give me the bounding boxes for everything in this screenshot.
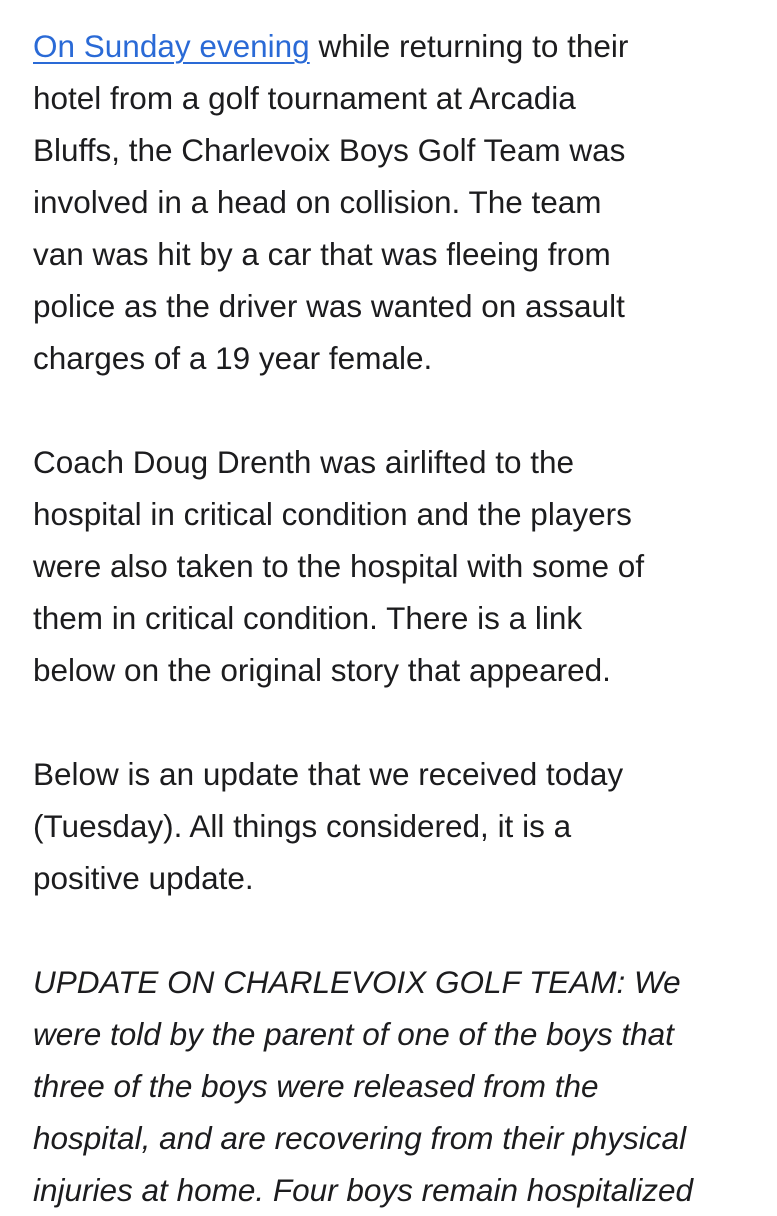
paragraph-hospital xyxy=(33,436,769,696)
paragraph-line xyxy=(33,20,769,72)
paragraph-line: charges of a 19 year female. xyxy=(33,340,433,376)
paragraph-line: UPDATE ON CHARLEVOIX GOLF TEAM: We xyxy=(33,964,681,1000)
paragraph-line: Coach Doug Drenth was airlifted to the xyxy=(33,444,575,480)
paragraph-line: involved in a head on collision. The team xyxy=(33,184,602,220)
paragraph-line: hospital, and are recovering from their physical xyxy=(33,1120,687,1156)
paragraph-update-intro xyxy=(33,748,769,904)
paragraph-line: were told by the parent of one of the boys that xyxy=(33,1016,674,1052)
paragraph-line: police as the driver was wanted on assault xyxy=(33,288,625,324)
paragraph-text: while returning to their xyxy=(309,28,629,64)
paragraph-line: injuries at home. Four boys remain hospitalized xyxy=(33,1172,694,1208)
paragraph-accident xyxy=(33,20,769,384)
paragraph-line: hotel from a golf tournament at Arcadia xyxy=(33,80,576,116)
paragraph-line: them in critical condition. There is a link xyxy=(33,600,583,636)
paragraph-line: hospital in critical condition and the players xyxy=(33,496,632,532)
paragraph-update-quote xyxy=(33,956,769,1216)
paragraph-line: were also taken to the hospital with some of xyxy=(33,548,645,584)
paragraph-line: Bluffs, the Charlevoix Boys Golf Team was xyxy=(33,132,626,168)
paragraph-line: below on the original story that appeared. xyxy=(33,652,611,688)
paragraph-line: (Tuesday). All things considered, it is a xyxy=(33,808,572,844)
paragraph-line: positive update. xyxy=(33,860,254,896)
paragraph-line: three of the boys were released from the xyxy=(33,1068,599,1104)
article-body xyxy=(33,20,769,1216)
sunday-evening-link[interactable]: On Sunday evening xyxy=(33,28,310,64)
paragraph-line: Below is an update that we received today xyxy=(33,756,624,792)
paragraph-line: van was hit by a car that was fleeing from xyxy=(33,236,611,272)
